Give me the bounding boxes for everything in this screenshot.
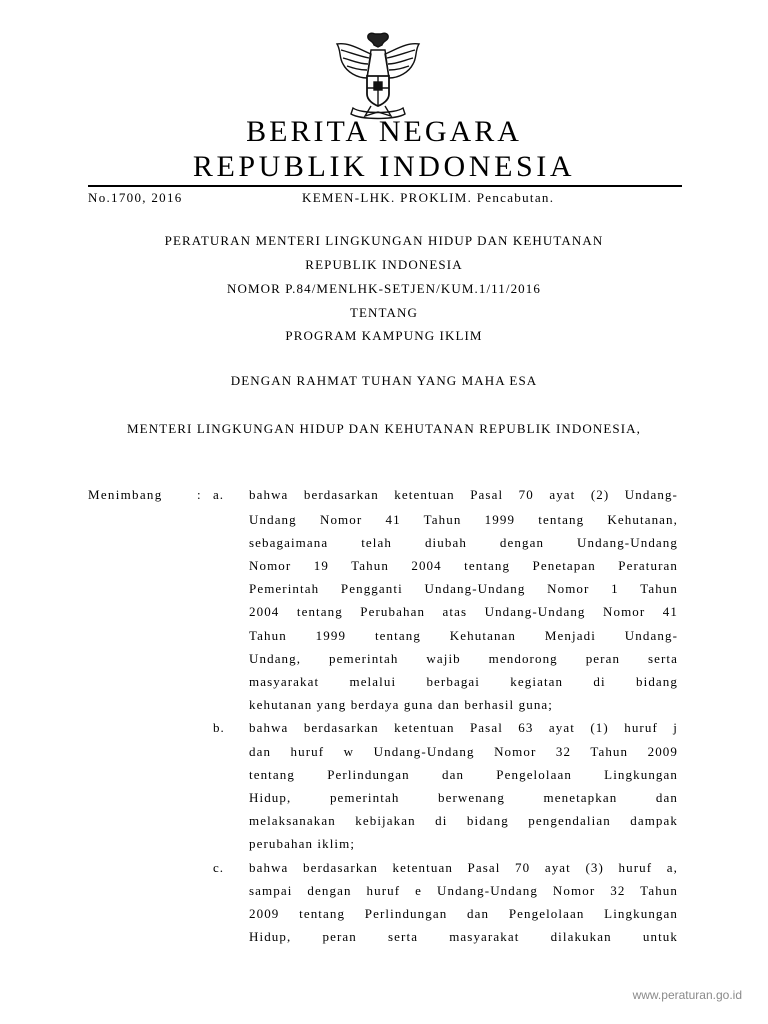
- item-letter: b.: [213, 720, 225, 735]
- item-line: perubahan iklim;: [249, 836, 356, 851]
- gazette-number: No.1700, 2016: [88, 190, 183, 205]
- considering-label: Menimbang: [88, 487, 163, 502]
- regulation-title-line: TENTANG: [349, 305, 419, 320]
- regulation-title-line: REPUBLIK INDONESIA: [305, 257, 463, 272]
- issuer: MENTERI LINGKUNGAN HIDUP DAN KEHUTANAN REPUBLIK INDONESIA,: [127, 421, 641, 436]
- item-letter: a.: [213, 487, 225, 502]
- item-line: Pemerintah Pengganti Undang-Undang Nomor 1 Tahun: [249, 581, 678, 596]
- masthead-divider: [88, 185, 682, 187]
- considering-colon: :: [197, 487, 201, 502]
- masthead-subtitle: REPUBLIK INDONESIA: [192, 150, 576, 183]
- regulation-title-line: PERATURAN MENTERI LINGKUNGAN HIDUP DAN KEHUTANAN: [164, 233, 604, 248]
- item-line: bahwa berdasarkan ketentuan Pasal 63 ayat (1) huruf j: [249, 720, 678, 735]
- item-line: sampai dengan huruf e Undang-Undang Nomor 32 Tahun: [249, 883, 678, 898]
- regulation-subject: PROGRAM KAMPUNG IKLIM: [285, 328, 483, 343]
- item-line: bahwa berdasarkan ketentuan Pasal 70 ayat (3) huruf a,: [249, 860, 678, 875]
- masthead-title: BERITA NEGARA: [246, 115, 522, 148]
- item-line: dan huruf w Undang-Undang Nomor 32 Tahun 2009: [249, 744, 678, 759]
- item-line: sebagaimana telah diubah dengan Undang-Undang: [249, 535, 678, 550]
- item-line: Nomor 19 Tahun 2004 tentang Penetapan Peraturan: [249, 558, 678, 573]
- item-line: Hidup, pemerintah berwenang menetapkan dan: [249, 790, 678, 805]
- regulation-number: NOMOR P.84/MENLHK-SETJEN/KUM.1/11/2016: [227, 281, 541, 296]
- item-letter: c.: [213, 860, 225, 875]
- garuda-emblem-icon: [331, 28, 425, 122]
- gazette-topic: KEMEN-LHK. PROKLIM. Pencabutan.: [302, 190, 555, 205]
- item-line: Undang Nomor 41 Tahun 1999 tentang Kehutanan,: [249, 512, 678, 527]
- item-line: kehutanan yang berdaya guna dan berhasil guna;: [249, 697, 554, 712]
- preamble: DENGAN RAHMAT TUHAN YANG MAHA ESA: [230, 373, 538, 388]
- item-line: tentang Perlindungan dan Pengelolaan Lingkungan: [249, 767, 678, 782]
- footer-url: www.peraturan.go.id: [632, 988, 742, 1002]
- item-line: bahwa berdasarkan ketentuan Pasal 70 ayat (2) Undang-: [249, 487, 678, 502]
- item-line: Hidup, peran serta masyarakat dilakukan untuk: [249, 929, 678, 944]
- item-line: Undang, pemerintah wajib mendorong peran serta: [249, 651, 678, 666]
- item-line: masyarakat melalui berbagai kegiatan di bidang: [249, 674, 678, 689]
- item-line: 2004 tentang Perubahan atas Undang-Undang Nomor 41: [249, 604, 678, 619]
- item-line: Tahun 1999 tentang Kehutanan Menjadi Undang-: [249, 628, 678, 643]
- item-line: 2009 tentang Perlindungan dan Pengelolaan Lingkungan: [249, 906, 678, 921]
- item-line: melaksanakan kebijakan di bidang pengendalian dampak: [249, 813, 678, 828]
